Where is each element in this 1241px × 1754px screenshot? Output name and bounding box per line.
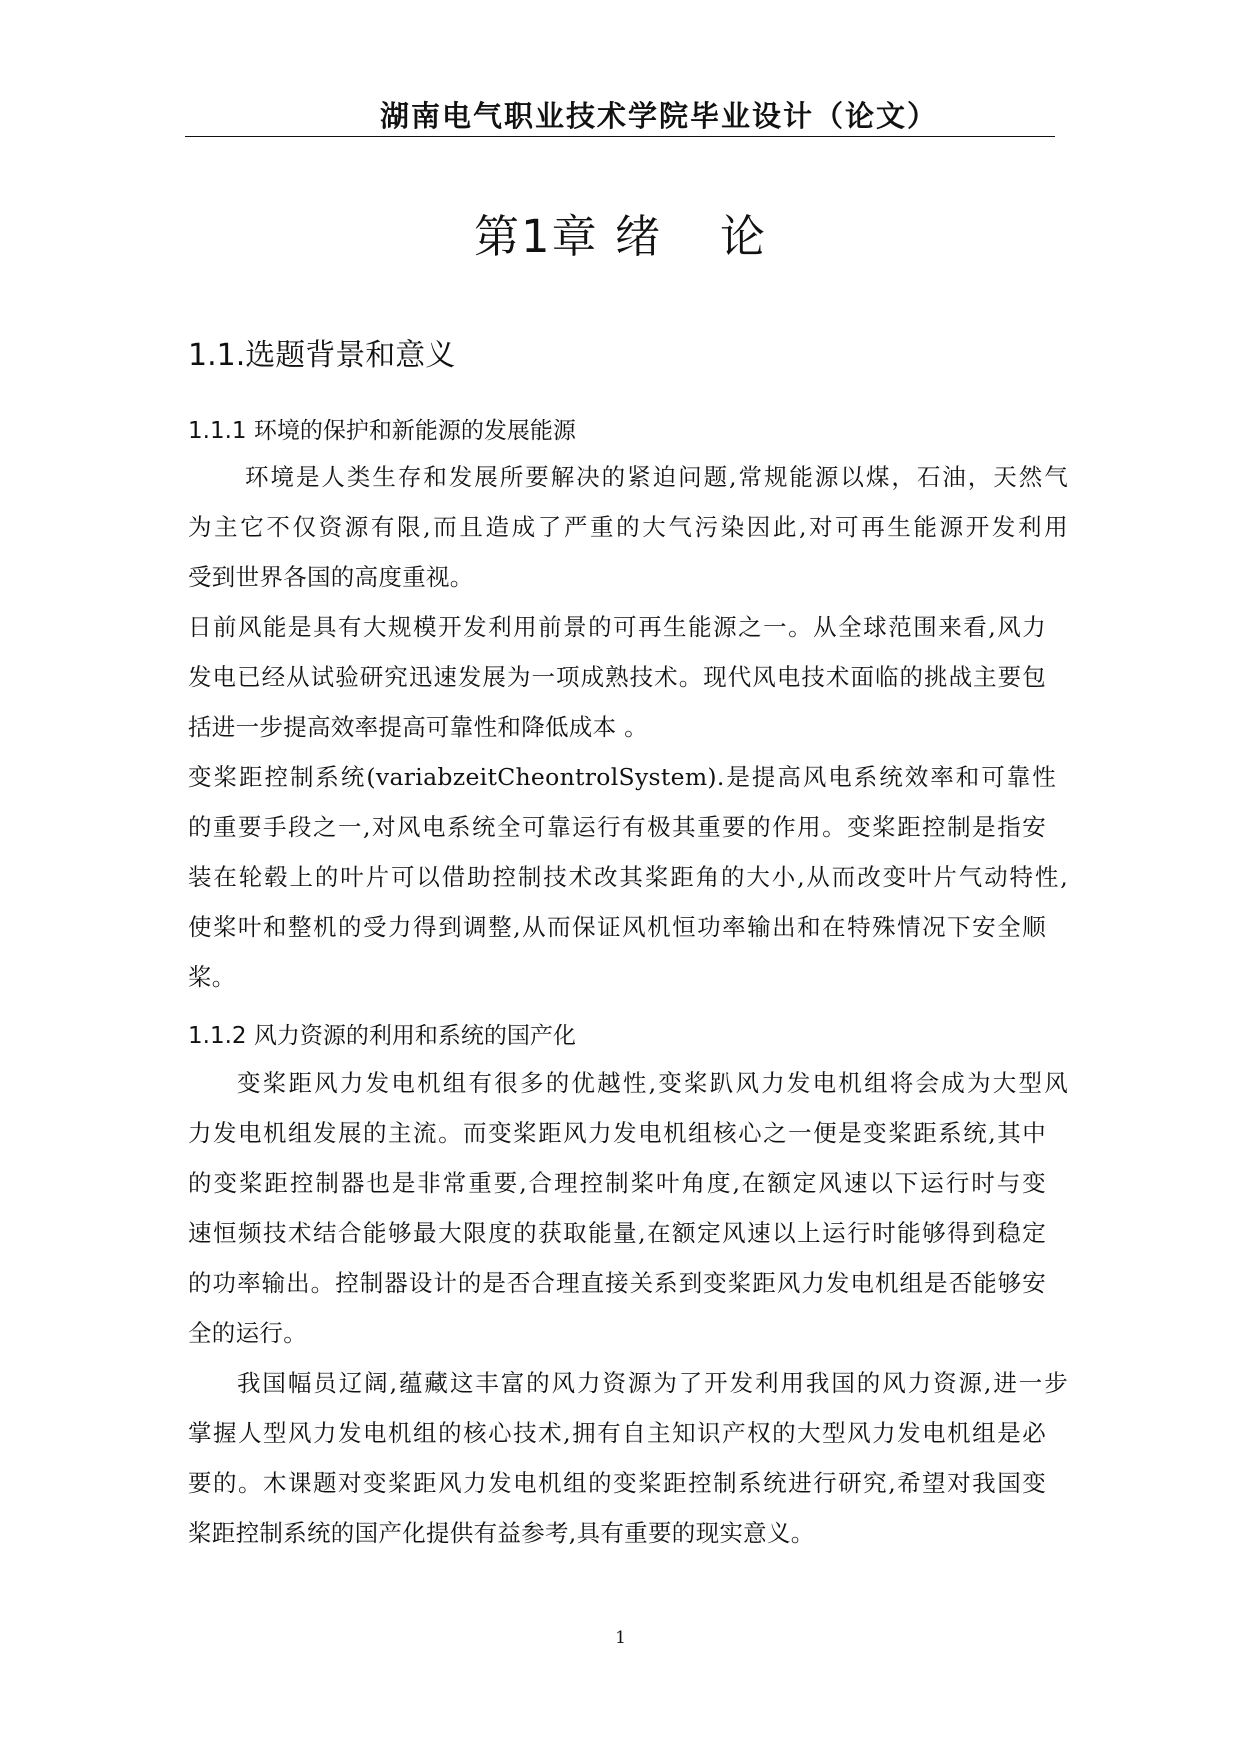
paragraph-line: 日前风能是具有大规模开发利用前景的可再生能源之一。从全球范围来看,风力 (188, 613, 1046, 641)
subsection-heading-1: 1.1.1 环境的保护和新能源的发展能源 (188, 418, 576, 444)
paragraph-line: 为主它不仅资源有限,而且造成了严重的大气污染因此,对可再生能源开发利用 (188, 513, 1068, 541)
chapter-title-part-2: 论 (719, 210, 767, 263)
paragraph-line: 环境是人类生存和发展所要解决的紧迫问题,常规能源以煤，石油，天然气 (245, 463, 1068, 491)
paragraph-line: 我国幅员辽阔,蕴藏这丰富的风力资源为了开发利用我国的风力资源,进一步 (237, 1369, 1068, 1397)
paragraph-line: 要的。木课题对变桨距风力发电机组的变桨距控制系统进行研究,希望对我国变 (188, 1469, 1046, 1497)
paragraph-line: 的功率输出。控制器设计的是否合理直接关系到变桨距风力发电机组是否能够安 (188, 1269, 1046, 1297)
paragraph-line: 全的运行。 (188, 1319, 307, 1347)
paragraph-line: 受到世界各国的高度重视。 (188, 563, 474, 591)
chapter-number: 第1章 (474, 210, 599, 263)
paragraph-line: 装在轮毂上的叶片可以借助控制技术改其桨距角的大小,从而改变叶片气动特性, (188, 863, 1068, 891)
paragraph-line: 变桨距控制系统(variabzeitCheontrolSystem).是提高风电系统效率和可靠性 (188, 763, 1056, 791)
paragraph-line: 括进一步提高效率提高可靠性和降低成本 。 (188, 713, 648, 741)
paragraph-line: 力发电机组发展的主流。而变桨距风力发电机组核心之一便是变桨距系统,其中 (188, 1119, 1046, 1147)
header-title: 湖南电气职业技术学院毕业设计（论文） (380, 99, 939, 133)
subsection-heading-2: 1.1.2 风力资源的利用和系统的国产化 (188, 1023, 576, 1049)
running-header (185, 88, 1055, 137)
paragraph-line: 速恒频技术结合能够最大限度的获取能量,在额定风速以上运行时能够得到稳定 (188, 1219, 1046, 1247)
paragraph-line: 发电已经从试验研究迅速发展为一项成熟技术。现代风电技术面临的挑战主要包 (188, 663, 1046, 691)
page-number: 1 (615, 1628, 626, 1648)
paragraph-line: 使桨叶和整机的受力得到调整,从而保证风机恒功率输出和在特殊情况下安全顺 (188, 913, 1046, 941)
chapter-title (0, 200, 1241, 265)
section-heading: 1.1.选题背景和意义 (188, 338, 456, 373)
paragraph-line: 掌握人型风力发电机组的核心技术,拥有自主知识产权的大型风力发电机组是必 (188, 1419, 1046, 1447)
paragraph-line: 桨距控制系统的国产化提供有益参考,具有重要的现实意义。 (188, 1519, 815, 1547)
paragraph-line: 的变桨距控制器也是非常重要,合理控制桨叶角度,在额定风速以下运行时与变 (188, 1169, 1046, 1197)
paragraph-line: 的重要手段之一,对风电系统全可靠运行有极其重要的作用。变桨距控制是指安 (188, 813, 1046, 841)
paragraph-line: 变桨距风力发电机组有很多的优越性,变桨趴风力发电机组将会成为大型风 (237, 1069, 1068, 1097)
paragraph-line: 桨。 (188, 963, 236, 991)
chapter-title-part-1: 绪 (614, 210, 662, 263)
